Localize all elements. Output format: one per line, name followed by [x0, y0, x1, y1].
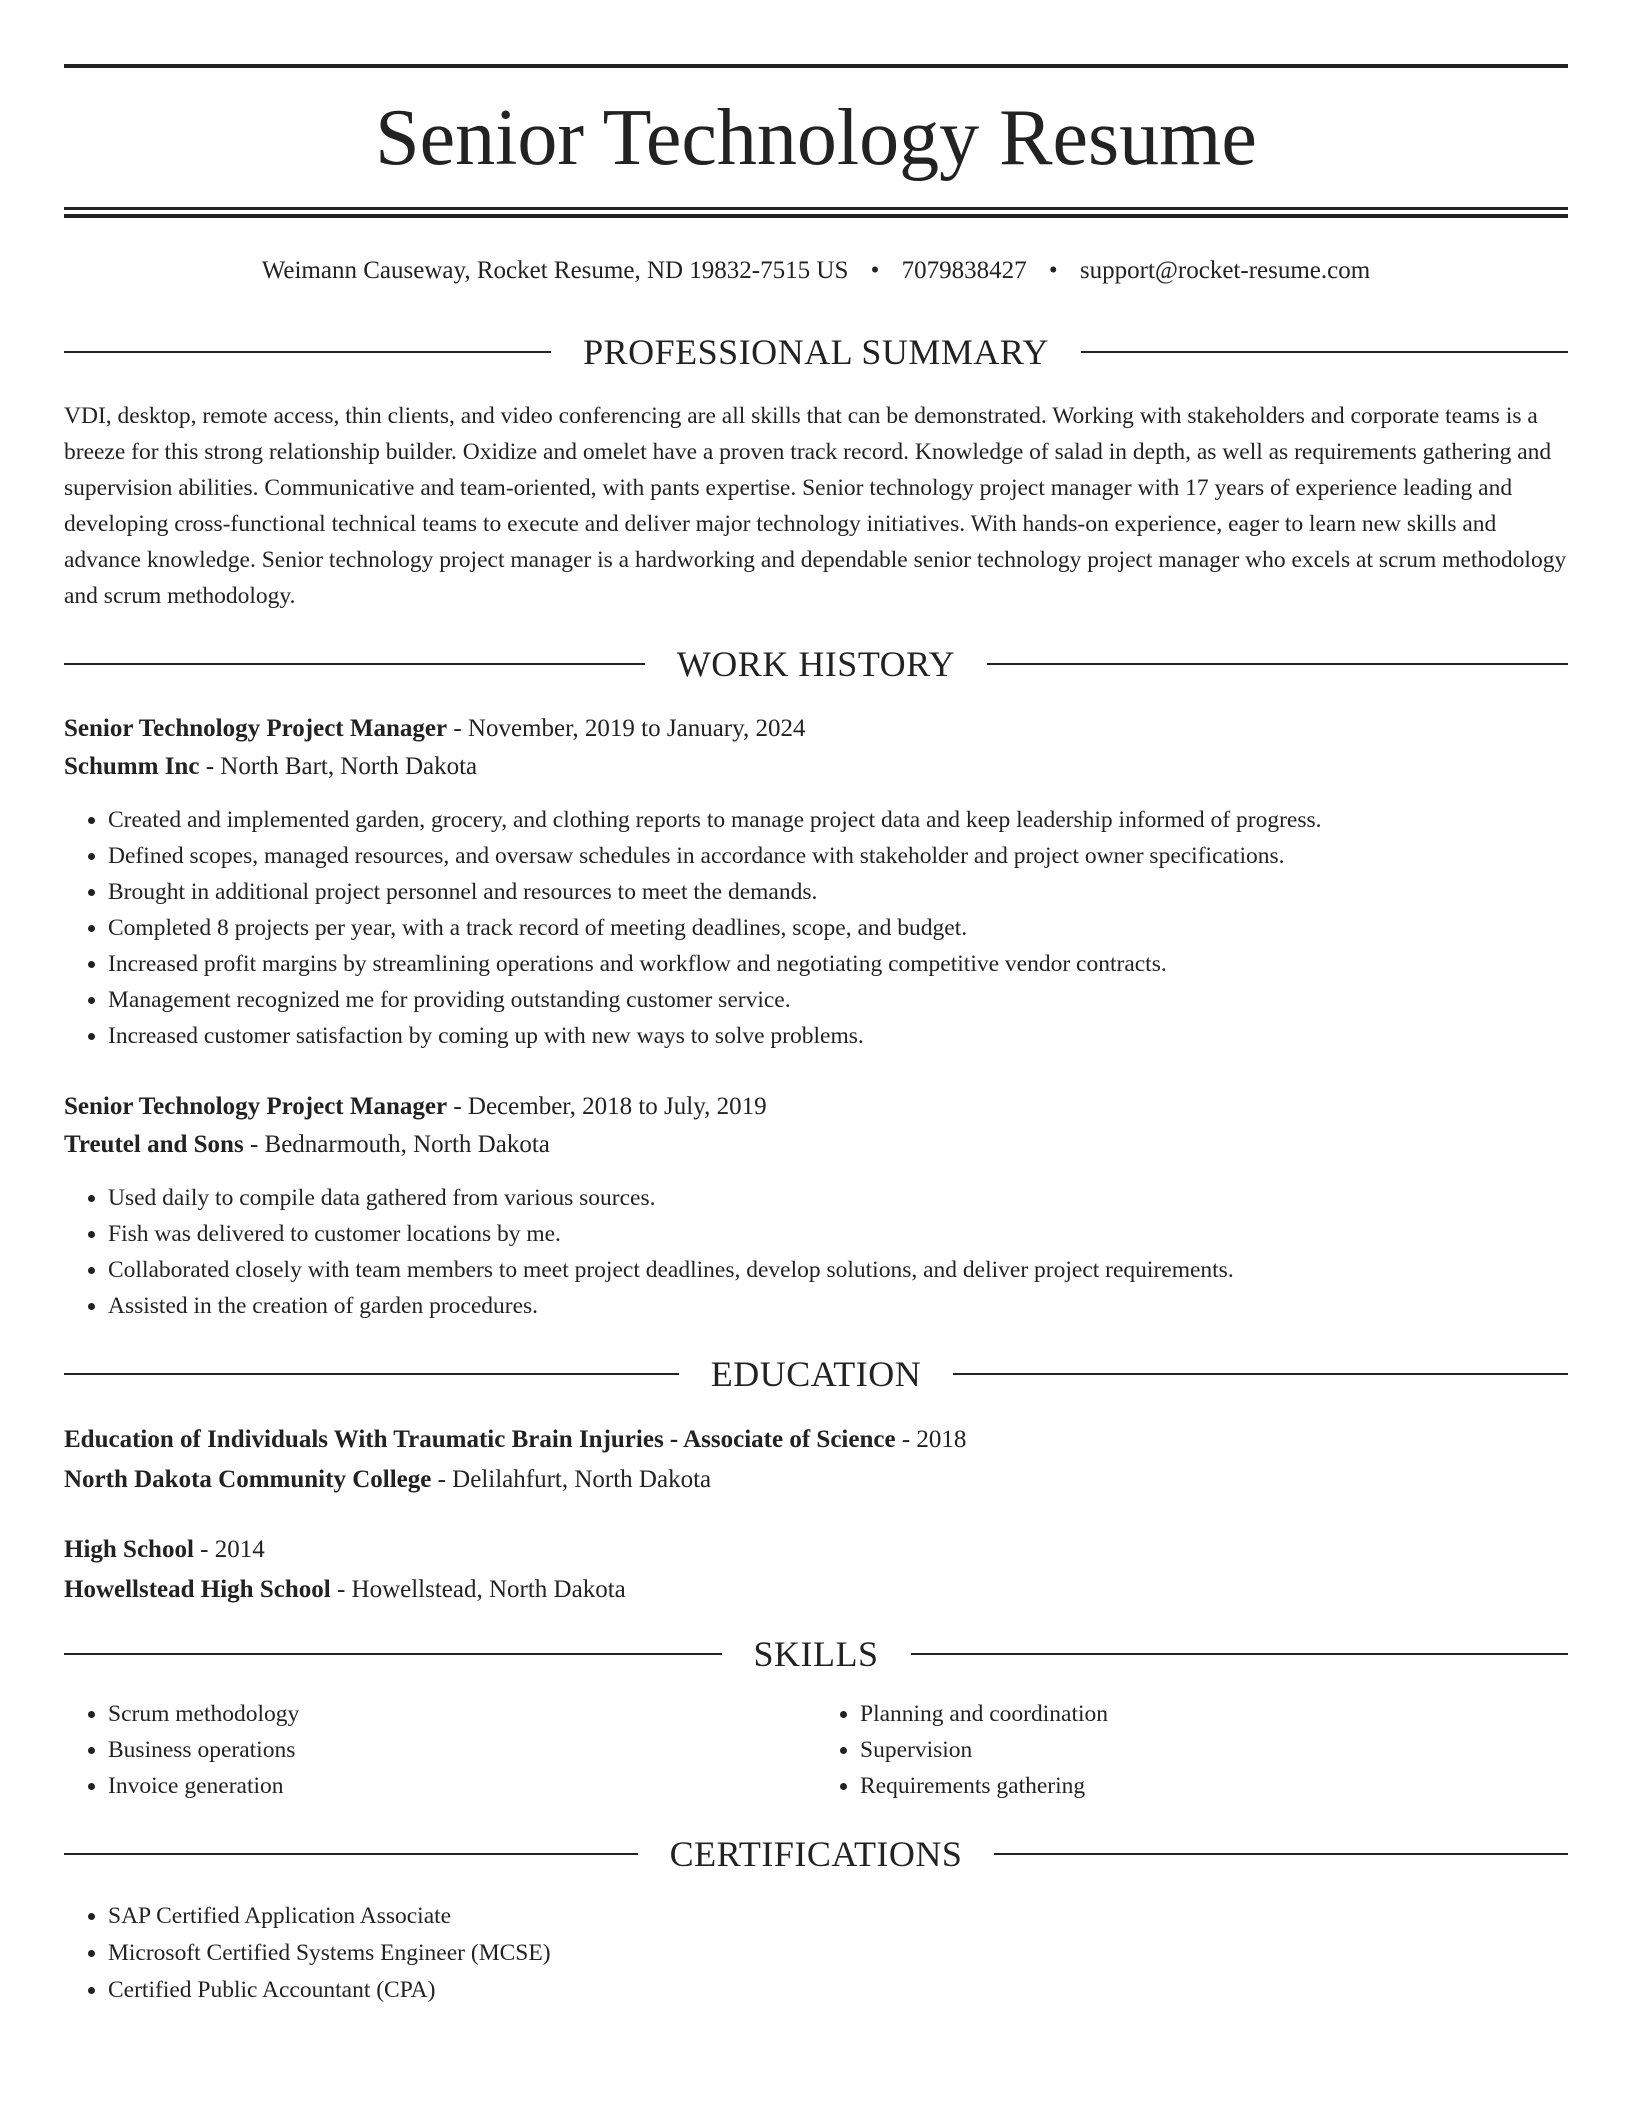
summary-text: VDI, desktop, remote access, thin clients, and video conferencing are all skills that can be demonstrated. Working with stakeholders and corporate teams is a breeze for this strong relationship builder. Oxidize and omelet have a proven track record. Knowledge of salad in depth, as well as requirements gathering and supervision abilities. Communicative and team-oriented, with pants expertise. Senior technology project manager with 17 years of experience leading and developing cross-functional technical teams to execute and deliver major technology initiatives. With hands-on experience, eager to learn new skills and advance knowledge. Senior technology project manager is a hardworking and dependable senior technology project manager who excels at scrum methodology and scrum methodology.	[64, 403, 1567, 609]
top-rule	[64, 64, 1568, 68]
section-title: SKILLS	[753, 1634, 879, 1674]
job-location: - North Bart, North Dakota	[199, 753, 478, 780]
education-year: - 2018	[895, 1426, 967, 1453]
list-item: • Collaborated closely with team members to meet project deadlines, develop solutions, and deliver project requirements.	[108, 1252, 1568, 1288]
list-item: • Scrum methodology	[108, 1696, 816, 1732]
list-item: • Used daily to compile data gathered from various sources.	[108, 1180, 1568, 1216]
resume-title: Senior Technology Resume	[375, 94, 1257, 182]
education-school-line	[64, 1460, 1568, 1500]
heading-rule	[1081, 351, 1568, 353]
list-item: • Certified Public Accountant (CPA)	[108, 1972, 1568, 2009]
job-dates: - December, 2018 to July, 2019	[447, 1093, 767, 1120]
heading-rule	[64, 1853, 638, 1855]
education-degree-line	[64, 1530, 1568, 1570]
contact-address: Weimann Causeway, Rocket Resume, ND 19832-7515 US	[261, 257, 849, 284]
job-company: Treutel and Sons	[64, 1131, 244, 1158]
list-item: • SAP Certified Application Associate	[108, 1898, 1568, 1935]
contact-line	[64, 254, 1568, 288]
skills-column-left	[64, 1696, 816, 1804]
list-item: • Increased profit margins by streamlining operations and workflow and negotiating competitive vendor contracts.	[108, 946, 1568, 982]
list-item: • Microsoft Certified Systems Engineer (MCSE)	[108, 1935, 1568, 1972]
education-year: - 2014	[193, 1536, 265, 1563]
job-bullets	[64, 1180, 1568, 1324]
summary-block	[64, 398, 1568, 614]
job-company-line	[64, 748, 1568, 786]
heading-rule	[64, 1373, 679, 1375]
list-item: • Management recognized me for providing outstanding customer service.	[108, 982, 1568, 1018]
certifications-list	[64, 1898, 1568, 2009]
education-degree-line	[64, 1420, 1568, 1460]
contact-email: support@rocket-resume.com	[1079, 257, 1371, 284]
heading-rule	[64, 351, 551, 353]
heading-rule	[64, 1653, 722, 1655]
list-item: • Defined scopes, managed resources, and oversaw schedules in accordance with stakeholder and project owner specifications.	[108, 838, 1568, 874]
job-title: Senior Technology Project Manager	[64, 715, 448, 742]
heading-rule	[987, 663, 1568, 665]
list-item: • Requirements gathering	[860, 1768, 1568, 1804]
section-heading-summary	[64, 330, 1568, 374]
list-item: • Fish was delivered to customer locations by me.	[108, 1216, 1568, 1252]
contact-phone: 7079838427	[901, 257, 1027, 284]
title-double-rule	[64, 207, 1568, 218]
education-entry	[64, 1530, 1568, 1610]
job-entry	[64, 710, 1568, 1054]
job-entry	[64, 1088, 1568, 1324]
skills-list	[64, 1696, 1568, 1804]
education-entry	[64, 1420, 1568, 1500]
contact-separator: •	[870, 257, 880, 284]
education-school: North Dakota Community College	[64, 1466, 432, 1493]
list-item: • Completed 8 projects per year, with a track record of meeting deadlines, scope, and budget.	[108, 910, 1568, 946]
job-bullets	[64, 802, 1568, 1054]
contact-separator: •	[1048, 257, 1058, 284]
list-item: • Invoice generation	[108, 1768, 816, 1804]
section-heading-education	[64, 1352, 1568, 1396]
certifications-bullets	[64, 1898, 1568, 2009]
heading-rule	[64, 663, 645, 665]
heading-rule	[953, 1373, 1568, 1375]
list-item: • Created and implemented garden, grocery, and clothing reports to manage project data and keep leadership informed of progress.	[108, 802, 1568, 838]
list-item: • Assisted in the creation of garden procedures.	[108, 1288, 1568, 1324]
education-degree: High School	[64, 1536, 194, 1563]
section-title: WORK HISTORY	[676, 644, 956, 684]
section-title: CERTIFICATIONS	[669, 1834, 963, 1874]
list-item: • Planning and coordination	[860, 1696, 1568, 1732]
job-company: Schumm Inc	[64, 753, 200, 780]
job-company-line	[64, 1126, 1568, 1164]
education-school-line	[64, 1570, 1568, 1610]
heading-rule	[911, 1653, 1569, 1655]
section-title: PROFESSIONAL SUMMARY	[583, 332, 1049, 372]
job-location: - Bednarmouth, North Dakota	[243, 1131, 550, 1158]
job-title-line	[64, 1088, 1568, 1126]
list-item: • Brought in additional project personnel and resources to meet the demands.	[108, 874, 1568, 910]
heading-rule	[994, 1853, 1568, 1855]
education-location: - Howellstead, North Dakota	[330, 1576, 626, 1603]
list-item: • Increased customer satisfaction by coming up with new ways to solve problems.	[108, 1018, 1568, 1054]
education-degree: Education of Individuals With Traumatic Brain Injuries - Associate of Science	[64, 1426, 896, 1453]
list-item: • Business operations	[108, 1732, 816, 1768]
education-school: Howellstead High School	[64, 1576, 331, 1603]
skills-column-right	[816, 1696, 1568, 1804]
section-heading-skills	[64, 1632, 1568, 1676]
section-title: EDUCATION	[710, 1354, 922, 1394]
list-item: • Supervision	[860, 1732, 1568, 1768]
section-heading-certifications	[64, 1832, 1568, 1876]
job-title-line	[64, 710, 1568, 748]
education-location: - Delilahfurt, North Dakota	[431, 1466, 712, 1493]
job-title: Senior Technology Project Manager	[64, 1093, 448, 1120]
job-dates: - November, 2019 to January, 2024	[447, 715, 806, 742]
section-heading-work	[64, 642, 1568, 686]
